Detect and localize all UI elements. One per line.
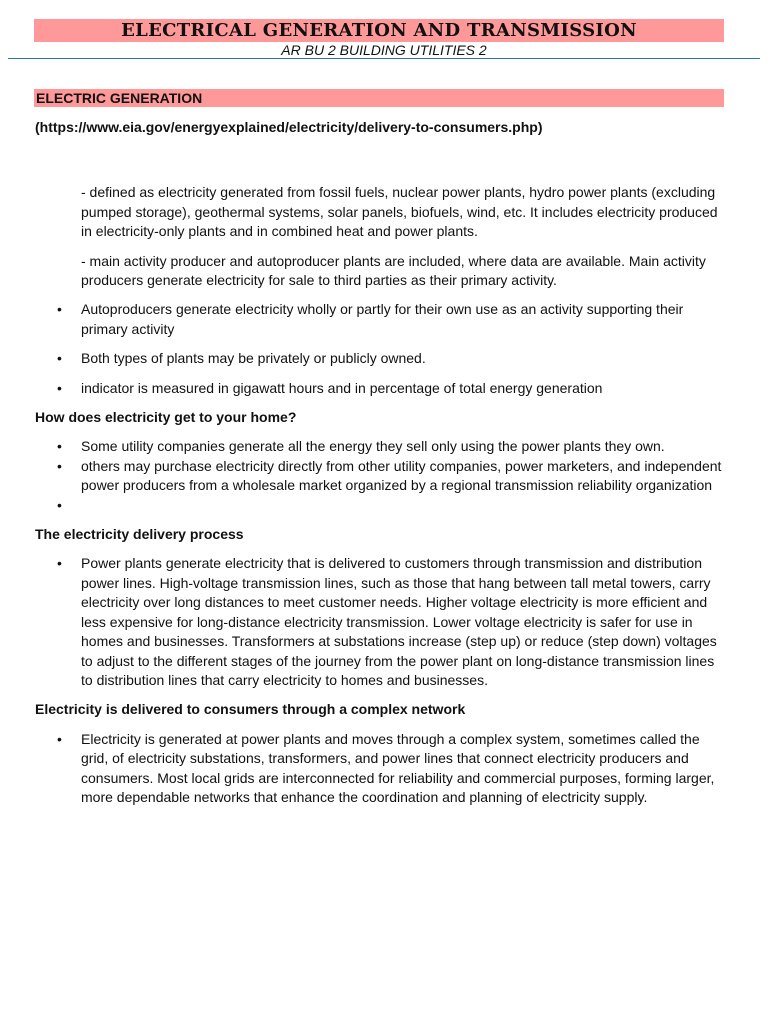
section-heading: ELECTRIC GENERATION (36, 90, 203, 106)
bullet-icon: • (57, 301, 62, 318)
list-item (35, 379, 725, 398)
producers-paragraph: - main activity producer and autoproducer plants are included, where data are available. Main activity producers generate electricity for sale to third parties as their primary activity. (81, 252, 706, 289)
bullet-icon: • (57, 438, 62, 455)
course-subtitle: AR BU 2 BUILDING UTILITIES 2 (281, 42, 487, 58)
bullet-icon: • (57, 350, 62, 367)
list-item-text: Autoproducers generate electricity wholly or partly for their own use as an activity supporting their primary activity (81, 301, 684, 337)
network-heading: Electricity is delivered to consumers through a complex network (35, 701, 466, 718)
network-bullet-list (35, 730, 725, 808)
list-item-text: others may purchase electricity directly from other utility companies, power marketers, and independent power producers from a wholesale market organized by a regional transmission reliability organization (81, 457, 722, 494)
bullet-icon: • (57, 379, 62, 396)
list-item (35, 496, 725, 515)
list-item-text: indicator is measured in gigawatt hours and in percentage of total energy generation (81, 379, 603, 396)
title-banner (34, 19, 724, 42)
bullet-icon: • (57, 555, 62, 572)
generation-bullet-list (35, 300, 725, 398)
list-item-text: Both types of plants may be privately or publicly owned. (81, 350, 426, 367)
section-banner (34, 89, 724, 107)
bullet-icon: • (57, 457, 62, 474)
list-item-text: Some utility companies generate all the energy they sell only using the power plants they own. (81, 438, 665, 455)
list-item (35, 554, 725, 690)
source-url[interactable]: (https://www.eia.gov/energyexplained/electricity/delivery-to-consumers.php) (35, 119, 543, 135)
home-heading: How does electricity get to your home? (35, 409, 297, 426)
list-item (35, 730, 725, 808)
list-item (35, 437, 725, 456)
list-item-text: Electricity is generated at power plants and moves through a complex system, sometimes called the grid, of electricity substations, transformers, and power lines that connect electricity producers and consumers. Most local grids are interconnected for reliability and commercial purposes, forming larger, more dependable networks that enhance the coordination and planning of electricity supply. (81, 730, 715, 805)
home-bullet-list (35, 437, 725, 515)
delivery-bullet-list (35, 554, 725, 690)
bullet-icon: • (57, 730, 62, 747)
list-item-text: Power plants generate electricity that is delivered to customers through transmission and distribution power lines. High-voltage transmission lines, such as those that hang between tall metal towers, carry electricity over long distances to meet customer needs. Higher voltage electricity is more efficient and less expensive for long-distance electricity transmission. Lower voltage electricity is safer for use in homes and businesses. Transformers at substations increase (step up) or reduce (step down) voltages to adjust to the different stages of the journey from the power plant on long-distance transmission lines to distribution lines that carry electricity to homes and businesses. (81, 555, 717, 688)
header-divider (8, 58, 760, 59)
list-item (35, 349, 725, 368)
definition-paragraph: - defined as electricity generated from fossil fuels, nuclear power plants, hydro power plants (excluding pumped storage), geothermal systems, solar panels, biofuels, wind, etc. It includes electricity produced in electricity-only plants and in combined heat and power plants. (81, 184, 718, 240)
page-title: ELECTRICAL GENERATION AND TRANSMISSION (121, 20, 637, 41)
bullet-icon: • (57, 496, 62, 513)
delivery-heading: The electricity delivery process (35, 526, 244, 543)
document-body (35, 118, 725, 817)
list-item (35, 457, 725, 496)
list-item (35, 300, 725, 339)
